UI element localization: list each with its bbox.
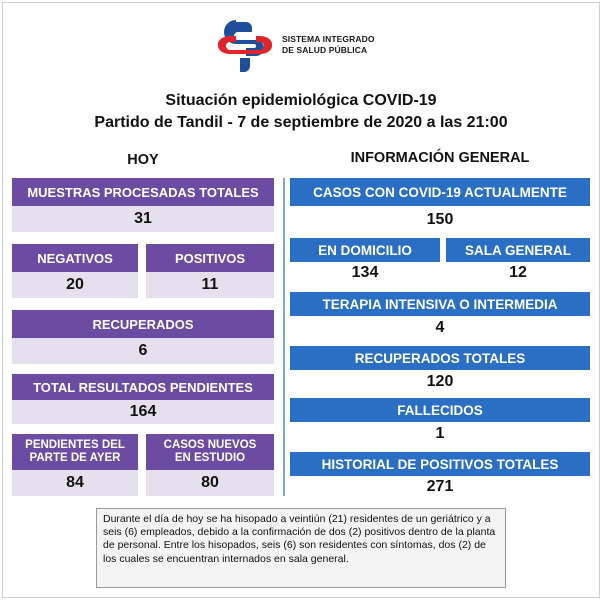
casos-nuevos-card	[146, 434, 274, 496]
page-subtitle: Partido de Tandil - 7 de septiembre de 2020 a las 21:00	[94, 114, 508, 131]
note-text: Durante el día de hoy se ha hisopado a veintiún (21) residentes de un geriátrico y a seis (6) empleados, debido a la confirmación de dos (2) positivos dentro de la planta de personal. Entre los hisopados, seis (6) son residentes con síntomas, dos (2) de los cuales se encuentran internados en sala general.	[96, 508, 506, 588]
positivos-label: POSITIVOS	[146, 244, 274, 272]
pendientes-ayer-value: 84	[12, 470, 138, 496]
terapia-card	[290, 292, 590, 340]
recuperados-label: RECUPERADOS	[12, 310, 274, 338]
recuperados-totales-value: 120	[290, 370, 590, 394]
recuperados-card	[12, 310, 274, 364]
recuperados-value: 6	[12, 338, 274, 364]
pendientes-ayer-label	[12, 434, 138, 470]
positivos-value: 11	[146, 272, 274, 298]
domicilio-label: EN DOMICILIO	[290, 238, 440, 262]
casos-actuales-value: 150	[290, 206, 590, 234]
sala-general-label: SALA GENERAL	[446, 238, 590, 262]
muestras-value: 31	[12, 206, 274, 232]
historial-card	[290, 452, 590, 498]
casos-nuevos-value: 80	[146, 470, 274, 496]
column-divider	[283, 178, 285, 496]
recuperados-totales-card	[290, 346, 590, 394]
domicilio-value: 134	[290, 262, 440, 284]
fallecidos-card	[290, 398, 590, 446]
casos-nuevos-label-line2: EN ESTUDIO	[174, 452, 246, 464]
pendientes-value: 164	[12, 400, 274, 424]
pendientes-ayer-card	[12, 434, 138, 496]
page-title: Situación epidemiológica COVID-19	[165, 92, 437, 109]
muestras-label: MUESTRAS PROCESADAS TOTALES	[12, 178, 274, 206]
historial-value: 271	[290, 476, 590, 498]
general-heading: INFORMACIÓN GENERAL	[350, 150, 530, 166]
sala-general-card	[446, 238, 590, 284]
terapia-label: TERAPIA INTENSIVA O INTERMEDIA	[290, 292, 590, 316]
hoy-heading: HOY	[127, 152, 159, 168]
historial-label: HISTORIAL DE POSITIVOS TOTALES	[290, 452, 590, 476]
negativos-label: NEGATIVOS	[12, 244, 138, 272]
recuperados-totales-label: RECUPERADOS TOTALES	[290, 346, 590, 370]
logo-text	[282, 34, 375, 56]
casos-nuevos-label	[146, 434, 274, 470]
casos-nuevos-label-line1: CASOS NUEVOS	[163, 439, 257, 451]
pendientes-card	[12, 374, 274, 424]
fallecidos-label: FALLECIDOS	[290, 398, 590, 422]
pendientes-ayer-label-line2: PARTE DE AYER	[29, 452, 121, 464]
muestras-card	[12, 178, 274, 232]
negativos-card	[12, 244, 138, 298]
fallecidos-value: 1	[290, 422, 590, 446]
domicilio-card	[290, 238, 440, 284]
pendientes-ayer-label-line1: PENDIENTES DEL	[25, 439, 125, 451]
positivos-card	[146, 244, 274, 298]
sisp-logo-icon	[214, 16, 276, 72]
negativos-value: 20	[12, 272, 138, 298]
logo-text-line1: SISTEMA INTEGRADO	[282, 34, 375, 44]
sala-general-value: 12	[446, 262, 590, 284]
casos-actuales-label: CASOS CON COVID-19 ACTUALMENTE	[290, 178, 590, 206]
casos-actuales-card	[290, 178, 590, 234]
logo-text-line2: DE SALUD PÚBLICA	[282, 45, 368, 55]
pendientes-label: TOTAL RESULTADOS PENDIENTES	[12, 374, 274, 400]
terapia-value: 4	[290, 316, 590, 340]
